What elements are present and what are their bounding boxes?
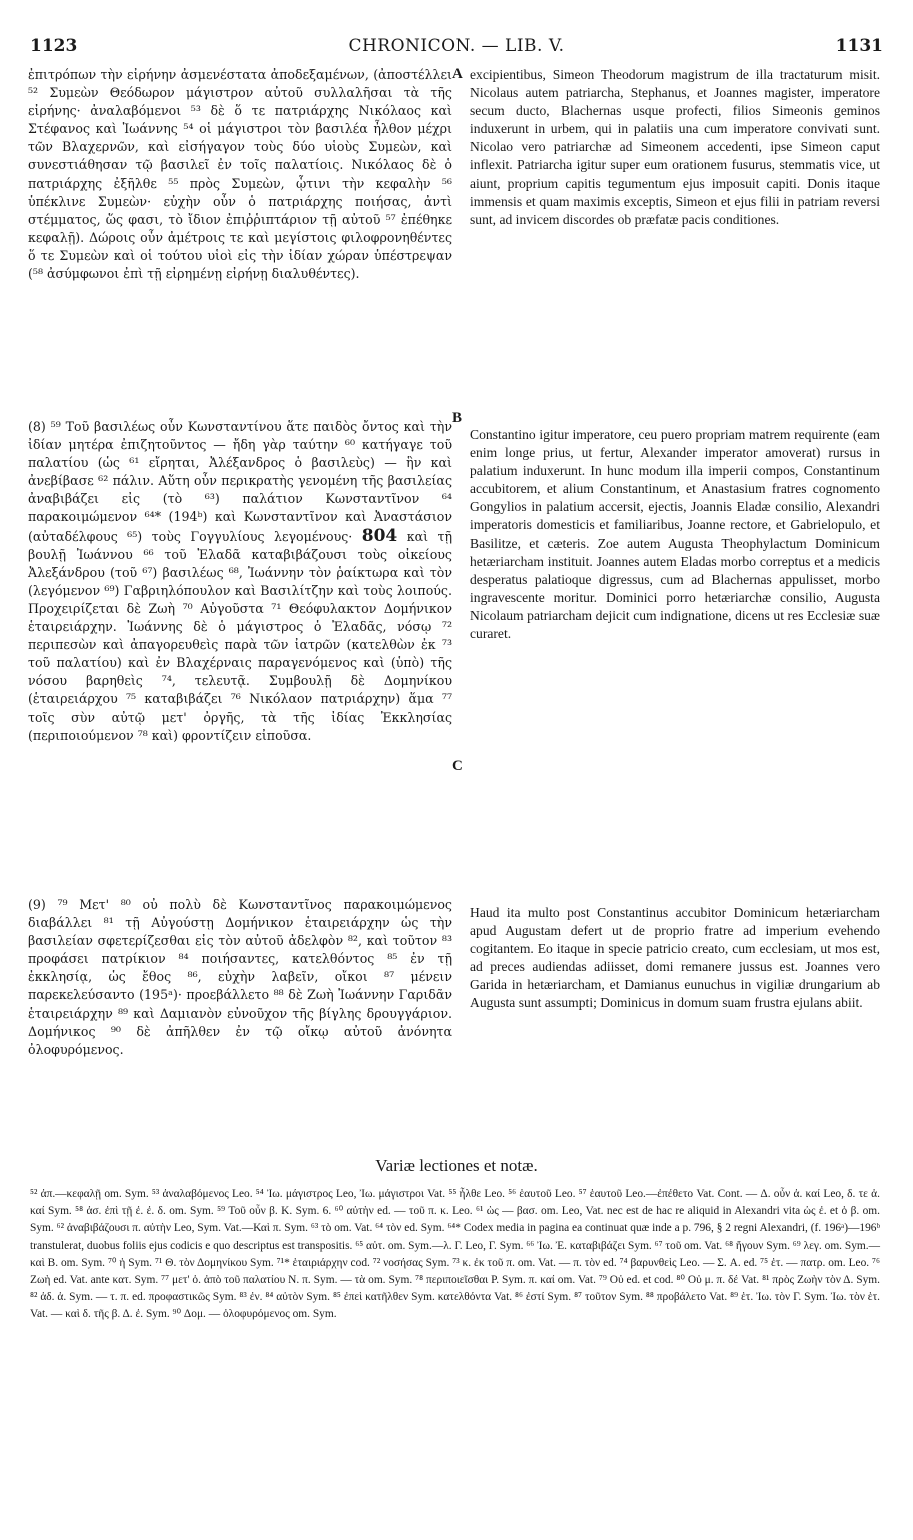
page-number-right: 1131	[835, 36, 883, 56]
notes-heading: Variæ lectiones et notæ.	[375, 1156, 538, 1175]
latin-column-block-2	[470, 426, 880, 643]
section-marker-a: A	[452, 66, 463, 82]
notes-block: ⁵² ἀπ.—κεφαλῇ om. Sym. ⁵³ ἀναλαβόμενος Leo. ⁵⁴ Ἰω. μάγιστρος Leo, Ἰω. μάγιστροι Vat. ⁵⁵ ἦλθε Leo. ⁵⁶ ἑαυτοῦ Leo. ⁵⁷ ἑαυτοῦ Leo.—ἐπέθετο Vat. Cont. — Δ. οὖν ἀ. καί Leo, δ. τε ἀ. καί Sym. ⁵⁸ ἀσ. ἐπὶ τῇ ἐ. ἐ. δ. om. Sym. ⁵⁹ Τοῦ οὖν β. K. Sym. 6. ⁶⁰ αὐτὴν ed. — τοῦ π. κ. Leo. ⁶¹ ὡς — βασ. om. Leo, Vat. nec est de hac re aliquid in Alexandri vita ὡς ἐ. et ὁ β. om. Sym. ⁶² ἀναβιβάζουσι π. αὐτὴν Leo, Sym. Vat.—Καὶ π. Sym. ⁶³ τὸ om. Vat. ⁶⁴ τὸν ed. Sym. ⁶⁴* Codex media in pagina ea continuat quæ inde a p. 796, § 2 regni Alexandri, (f. 196ᵃ)—196ᵇ transtulerat, duobus foliis ejus codicis e quo descriptus est transpositis. ⁶⁵ αὐτ. om. Sym.—λ. Γ. Leo, Γ. Sym. ⁶⁶ Ἰω. Ἐ. καταβιβάζει Sym. ⁶⁷ τοῦ om. Vat. ⁶⁸ ἤγουν Sym. ⁶⁹ λεγ. om. Sym.—καὶ B. om. Sym. ⁷⁰ ἡ Sym. ⁷¹ Θ. τὸν Δομηνίκου Sym. ⁷¹* ἑταιριάρχην cod. ⁷² νοσήσας Sym. ⁷³ κ. ἐκ τοῦ π. om. Vat. — π. τὸν ed. ⁷⁴ βαρυνθεὶς Leo. — Σ. A. ed. ⁷⁵ ἑτ. — πατρ. om. Leo. ⁷⁶ Ζωὴ ed. Vat. ante κατ. Sym. ⁷⁷ μετ' ὀ. ἀπὸ τοῦ παλατίου N. π. Sym. — τὰ om. Sym. ⁷⁸ περιποιεῖσθαι P. Sym. π. καί om. Vat. ⁷⁹ Οὐ ed. et cod. ⁸⁰ Οὐ μ. π. δέ Vat. ⁸¹ πρὸς Ζωὴν τὸν Δ. Sym. ⁸² ἀδ. ἀ. Sym. — τ. π. ed. προφαστικῶς Sym. ⁸³ ἐν. ⁸⁴ αὐτὸν Sym. ⁸⁵ ἐπεὶ κατῆλθεν Sym. κατελθόντα Vat. ⁸⁶ ἐστί Sym. ⁸⁷ τοῦτον Sym. ⁸⁸ προβάλετο Vat. ⁸⁹ ἑτ. Ἰω. τὸν Γ. Sym. Ἰω. τὸν ἑτ. Vat. — καὶ δ. τῆς β. Δ. ἐ. Sym. ⁹⁰ Δομ. — ὀλοφυρόμενος om. Sym.	[30, 1188, 881, 1321]
page-header	[30, 36, 883, 62]
greek-paragraph-2-part-b: καὶ τῇ βουλῇ Ἰωάννου ⁶⁶ τοῦ Ἐλαδᾶ καταβιβάζουσι τοὺς οἰκείους Ἀλεξάνδρου (τοῦ ⁶⁷) βασιλέως ⁶⁸, Ἰωάννην τὸν ῥαίκτωρα καὶ τὸν (λεγόμενον ⁶⁹) Γαβριηλόπουλον καὶ Βασιλίτζην καὶ τοὺς λοιπούς. Προχειρίζεται δὲ Ζωὴ ⁷⁰ Αὐγοῦστα ⁷¹ Θεόφυλακτον Δομήνικον ἑταιρειάρχην. Ἰωάννης δὲ ὁ μάγιστρος ὁ Ἐλαδᾶς, νόσῳ ⁷² περιπεσὼν καὶ ἀπαγορευθεὶς παρὰ τῶν ἰατρῶν (κατελθὼν ἐκ ⁷³ τοῦ παλατίου) καὶ ἐν Βλαχέρναις παραγενόμενος καὶ (ὑπὸ) τῆς νόσου βαρηθεὶς ⁷⁴, τελευτᾷ. Συμβουλῇ δὲ Δομηνίκου (ἑταιρειάρχου ⁷⁵ καταβιβάζει ⁷⁶ Νικόλαον πατριάρχην) ἅμα ⁷⁷ τοῖς σὺν αὐτῷ μετ' ὀργῆς, τὰ τῆς ἰδίας Ἐκκλησίας (περιποιούμενον ⁷⁸ καὶ) φροντίζειν εἰποῦσα.	[28, 528, 452, 743]
greek-column-block-1	[28, 66, 452, 283]
section-marker-b: B	[452, 410, 463, 426]
greek-column-block-2	[28, 418, 452, 745]
latin-paragraph-2: Constantino igitur imperatore, ceu puero propriam matrem requirente (eam enim longe prius, ut fertur, Alexander imperator amoverat) rursus in palatium induxerunt. In hunc modum illa imperii compos, Constantinum accubitorem, et alium Constantinum, et Anastasium fratres cognomento Gongylios in palatium accersit, ejectis, Joannis Eladæ consilio, Alexandri imperatoris domesticis et familiaribus, Joanne rectore, et Gabrielopulo, et Basilitze, et cæteris. Zoe autem Augusta Theophylactum Dominicum hetæriarcham instituit. Joannes autem Eladas morbo correptus et a medicis desperatus palatioque digressus, cum ad Blachernas appulisset, morbo ingravescente moritur. Dominici porro hetæriarchæ consilio, Augusta Nicolaum patriarcham dejicit cum indignatione, dicens ut res Ecclesiæ suæ curaret.	[470, 427, 880, 642]
greek-paragraph-2-part-a: (8) ⁵⁹ Τοῦ βασιλέως οὖν Κωνσταντίνου ἅτε παιδὸς ὄντος καὶ τὴν ἰδίαν μητέρα ἐπιζητοῦντος — ἤδη γὰρ ταύτην ⁶⁰ κατήγαγε τοῦ παλατίου (ὡς ⁶¹ εἴρηται, Ἀλέξανδρος ὁ βασιλεὺς) — ἣν καὶ ἀνεβίβασε ⁶² πάλιν. Αὕτη οὖν περικρατὴς γενομένη τῆς βασιλείας ἀναβιβάζει εἰς (τὸ ⁶³) παλάτιον Κωνσταντῖνον ⁶⁴ παρακοιμώμενον ⁶⁴* (194ᵇ) καὶ Κωνσταντῖνον καὶ Ἀναστάσιον (αὐταδέλφους ⁶⁵) τοὺς Γογγυλίους λεγομένους·	[28, 419, 452, 544]
edition-page-number: 804	[361, 525, 398, 546]
page-number-left: 1123	[30, 36, 78, 56]
greek-paragraph-2	[28, 418, 452, 745]
latin-column-block-1	[470, 66, 880, 229]
greek-column-block-3	[28, 896, 452, 1059]
latin-paragraph-3: Haud ita multo post Constantinus accubitor Dominicum hetæriarcham apud Augustam defert ut de proprio fratre ad imperium evehendo cogitantem. Eo itaque in specie patricio creato, cum ecclesiam, ut mos est, ad preces audiendas adiisset, domi remanere jussus est. Joannes vero Garida in hetæriarcham, et Damianus eunuchus in vigiliæ drungarium ab Augusta sunt assumpti; Dominicus in domum suam frustra ejulans abiit.	[470, 905, 880, 1011]
running-title: CHRONICON. — LIB. V.	[348, 36, 565, 56]
latin-column-block-3	[470, 904, 880, 1013]
greek-paragraph-1: ἐπιτρόπων τὴν εἰρήνην ἀσμενέστατα ἀποδεξαμένων, (ἀποστέλλει ⁵² Συμεὼν Θεόδωρον μάγιστρον αὐτοῦ συλλαλῆσαι τὰ τῆς εἰρήνης· ἀναλαβόμενοι ⁵³ δὲ ὅ τε πατριάρχης Νικόλαος καὶ Στέφανος καὶ Ἰωάννης ⁵⁴ οἱ μάγιστροι τὸν βασιλέα ἦλθον μέχρι τῶν Βλαχερνῶν, καὶ εἰσήγαγον τοὺς δύο υἱοὺς Συμεὼν, καὶ συνεστιάθησαν τῷ βασιλεῖ ἐν τοῖς παλατίοις. Νικόλαος δὲ ὁ πατριάρχης ἐξῆλθε ⁵⁵ πρὸς Συμεὼν, ᾧτινι τὴν κεφαλὴν ⁵⁶ ὑπέκλινε Συμεὼν· εὐχὴν οὖν ὁ πατριάρχης ποιήσας, ἀντὶ στέμματος, ὥς φασι, τὸ ἴδιον ἐπιῤῥιπτάριον τῇ αὐτοῦ ⁵⁷ ἐπέθηκε κεφαλῇ). Δώροις οὖν ἀμέτροις τε καὶ μεγίστοις φιλοφρονηθέντες ὅ τε Συμεὼν καὶ οἱ τούτου υἱοὶ εἰς τὴν ἰδίαν χώραν ὑπέστρεψαν (⁵⁸ ἀσύμφωνοι ἐπὶ τῇ εἰρημένῃ εἰρήνῃ διαλυθέντες).	[28, 67, 452, 282]
greek-paragraph-3: (9) ⁷⁹ Μετ' ⁸⁰ οὐ πολὺ δὲ Κωνσταντῖνος παρακοιμώμενος διαβάλλει ⁸¹ τῇ Αὐγούστῃ Δομήνικον ἑταιρειάρχην ὡς τὴν βασιλείαν σφετερίζεσθαι εἰς τὸν αὐτοῦ ἀδελφὸν ⁸², καὶ τοῦτον ⁸³ προφάσει πατρίκιον ⁸⁴ ποιήσαντες, κατελθόντος ⁸⁵ ἐν τῇ ἐκκλησίᾳ, ὡς ἔθος ⁸⁶, εὐχὴν λαβεῖν, οἴκοι ⁸⁷ μένειν παρεκελεύσαντο (195ᵃ)· προεβάλλετο ⁸⁸ δὲ Ζωὴ Ἰωάννην Γαριδᾶν ἑταιρειάρχην ⁸⁹ καὶ Δαμιανὸν εὐνοῦχον τῆς βίγλης δρουγγάριον. Δομήνικος ⁹⁰ δὲ ἀπῆλθεν ἐν τῷ οἴκῳ αὐτοῦ ἀνόνητα ὀλοφυρόμενος.	[28, 897, 452, 1057]
latin-paragraph-1: excipientibus, Simeon Theodorum magistrum de illa tractaturum misit. Nicolaus autem patriarcha, Stephanus, et Joannes magister, imperatore secum ducto, Blachernas usque profecti, filios Simeonis geminos induxerunt in urbem, qui in palatiis una cum imperatore convivati sunt. Nicolao vero patriarchæ ad Simeonem accedenti, ipse Simeon caput inflexit. Patriarcha igitur super eum orationem fusurus, stemmatis vice, ut aiunt, proprium capitis tegumentum ejus imposuit capiti. Donis itaque immensis et quam maximis exceptis, Simeon et ejus filii in patriam reversi sunt, ad invicem discordes ob præfatæ pacis conditiones.	[470, 67, 880, 227]
section-marker-c: C	[452, 758, 463, 774]
